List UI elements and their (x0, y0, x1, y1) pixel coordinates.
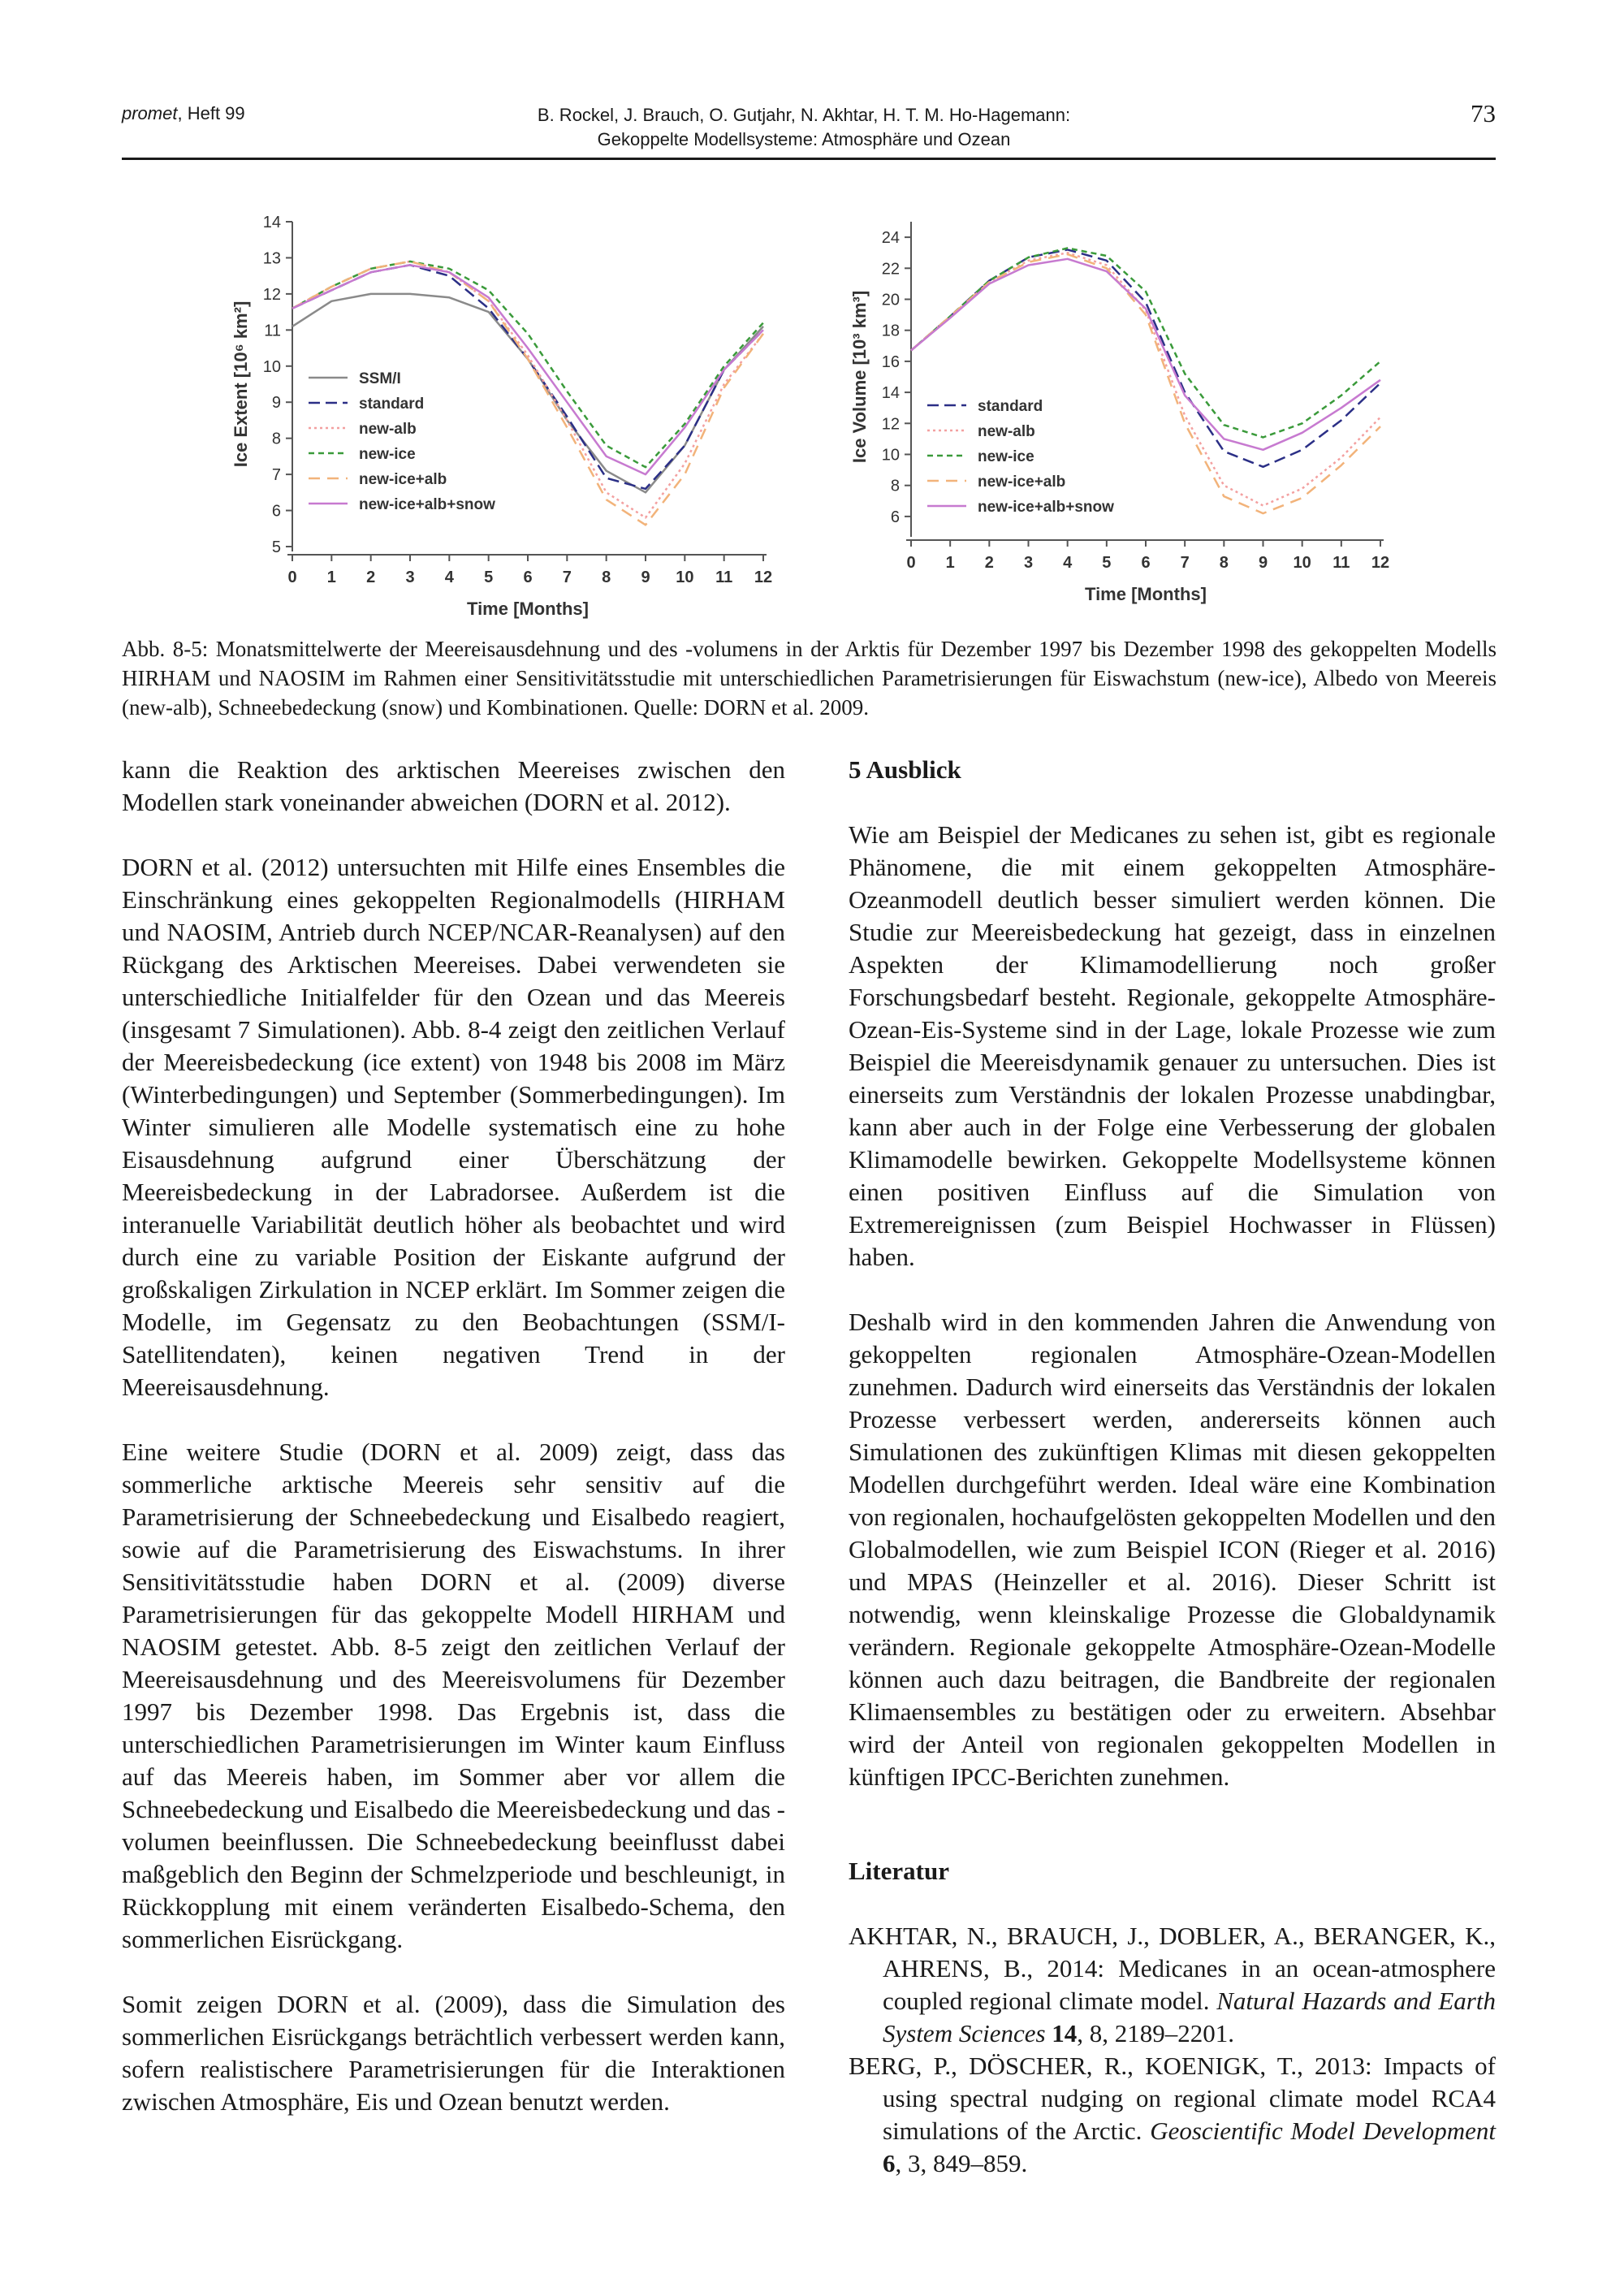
y-tick-label: 7 (271, 466, 281, 485)
reference-akhtar (849, 1920, 1496, 2050)
x-tick-label: 10 (1293, 554, 1311, 572)
y-tick-label: 10 (262, 357, 281, 376)
legend-label: SSM/I (359, 370, 401, 387)
legend-label: new-ice (359, 446, 416, 463)
paragraph-gap (122, 819, 785, 851)
legend-label: standard (978, 398, 1043, 415)
y-tick-label: 24 (881, 229, 900, 248)
y-tick-label: 6 (271, 502, 281, 521)
y-tick-label: 18 (881, 322, 900, 340)
x-tick-label: 2 (366, 569, 376, 586)
reference-berg (849, 2050, 1496, 2180)
paragraph-gap (849, 1273, 1496, 1306)
x-tick-label: 7 (562, 569, 572, 586)
y-tick-label: 13 (262, 249, 281, 268)
legend-label: new-ice+alb+snow (978, 499, 1114, 516)
legend-label: new-alb (359, 421, 417, 438)
figure-caption: Abb. 8-5: Monatsmittelwerte der Meereisausdehnung und des -volumens in der Arktis für Dezember 1997 bis Dezember 1998 des gekoppelten Modells HIRHAM und NAOSIM im Rahmen einer Sensitivitätsstudie mit unterschiedlichen Parametrisierungen für Eiswachstum (new-ice), Albedo von Meereis (new-alb), Schneebedeckung (snow) und Kombinationen. Quelle: DORN et al. 2009. (122, 637, 1497, 720)
right-paragraph-2: Deshalb wird in den kommenden Jahren die Anwendung von gekoppelten regionalen Atmosphäre-Ozean-Modellen zunehmen. Dadurch wird einerseits das Verständnis der lokalen Prozesse verbessert werden, andererseits können auch Simulationen des zukünftigen Klimas mit diesen gekoppelten Modellen durchgeführt werden. Ideal wäre eine Kombination von regionalen, hochaufgelösten gekoppelten Modellen und den Globalmodellen, wie zum Beispiel ICON (Rieger et al. 2016) und MPAS (Heinzeller et al. 2016). Dieser Schritt ist notwendig, wenn kleinskalige Prozesse die Globaldynamik verändern. Regionale gekoppelte Atmosphäre-Ozean-Modelle können auch dazu beitragen, die Bandbreite der regionalen Klimaensembles zu bestätigen oder zu erweitern. Absehbar wird der Anteil von regionalen gekoppelten Modellen in künftigen IPCC-Berichten zunehmen. (849, 1308, 1496, 1791)
right-column (849, 754, 1496, 2180)
reference-journal: Geoscientific Model Development (1150, 2117, 1496, 2145)
page-number: 73 (1471, 99, 1496, 128)
y-tick-label: 6 (890, 508, 900, 526)
x-tick-label: 0 (287, 569, 297, 586)
y-axis-label: Ice Volume [10³ km³] (849, 290, 870, 464)
right-paragraph-1: Wie am Beispiel der Medicanes zu sehen ist, gibt es regionale Phänomene, die mit einem gekoppelten Atmosphäre-Ozeanmodell deutlich besser simuliert werden können. Die Studie zur Meereisbedeckung hat gezeigt, dass in einzelnen Aspekten der Klimamodellierung noch großer Forschungsbedarf besteht. Regionale, gekoppelte Atmosphäre-Ozean-Eis-Systeme sind in der Lage, lokale Prozesse wie zum Beispiel die Meereisdynamik genauer zu untersuchen. Dies ist einerseits zum Verständnis der lokalen Prozesse unabdingbar, kann aber auch in der Folge eine Verbesserung der globalen Klimamodelle bewirken. Gekoppelte Modellsysteme können einen positiven Einfluss auf die Simulation von Extremereignissen (zum Beispiel Hochwasser in Flüssen) haben. (849, 820, 1496, 1271)
x-tick-label: 11 (1332, 554, 1350, 572)
y-tick-label: 10 (881, 446, 900, 465)
y-tick-label: 12 (881, 415, 900, 434)
y-tick-label: 16 (881, 352, 900, 371)
running-header (487, 103, 1121, 152)
journal-name (122, 103, 245, 124)
y-tick-label: 12 (262, 285, 281, 304)
x-tick-label: 6 (523, 569, 533, 586)
x-tick-label: 12 (754, 569, 773, 586)
legend-label: standard (359, 396, 425, 413)
x-axis-label: Time [Months] (467, 599, 589, 619)
y-tick-label: 14 (262, 214, 281, 231)
left-paragraph-1: kann die Reaktion des arktischen Meereises zwischen den Modellen stark voneinander abweichen (DORN et al. 2012). (122, 755, 785, 816)
x-tick-label: 4 (444, 569, 454, 586)
x-tick-label: 11 (715, 569, 733, 586)
paragraph-gap (122, 1956, 785, 1988)
legend-label: new-ice+alb (359, 471, 447, 488)
reference-pages: , 3, 849–859. (895, 2149, 1028, 2177)
reference-pages: , 8, 2189–2201. (1077, 2019, 1235, 2047)
left-paragraph-3: Eine weitere Studie (DORN et al. 2009) zeigt, dass das sommerliche arktische Meereis sehr sensitiv auf die Parametrisierung der Schneebedeckung und Eisalbedo reagiert, sowie auf die Parametrisierung des Eiswachstums. In ihrer Sensitivitätsstudie haben DORN et al. (2009) diverse Parametrisierungen für das gekoppelte Modell HIRHAM und NAOSIM getestet. Abb. 8-5 zeigt den zeitlichen Verlauf der Meereisausdehnung und des Meereisvolumens für Dezember 1997 bis Dezember 1998. Das Ergebnis ist, dass die unterschiedlichen Parametrisierungen im Winter kaum Einfluss auf das Meereis haben, im Sommer aber vor allem die Schneebedeckung und Eisalbedo die Meereisbedeckung und das -volumen beeinflussen. Die Schneebedeckung beeinflusst dabei maßgeblich den Beginn der Schmelzperiode und beschleunigt, in Rückkopplung mit einem veränderten Eisalbedo-Schema, den sommerlichen Eisrückgang. (122, 1438, 785, 1953)
legend-label: new-ice (978, 448, 1034, 465)
ice-extent-chart (227, 207, 788, 621)
x-tick-label: 2 (984, 554, 994, 572)
reference-volume: 14 (1052, 2019, 1078, 2047)
x-tick-label: 3 (1023, 554, 1034, 572)
x-tick-label: 10 (676, 569, 694, 586)
x-tick-label: 9 (641, 569, 650, 586)
x-tick-label: 1 (326, 569, 336, 586)
legend-label: new-ice+alb (978, 473, 1066, 491)
x-tick-label: 0 (906, 554, 916, 572)
left-paragraph-4: Somit zeigen DORN et al. (2009), dass die Simulation des sommerlichen Eisrückgangs beträchtlich verbessert werden kann, sofern realistischere Parametrisierungen für die Interaktionen zwischen Atmosphäre, Eis und Ozean benutzt werden. (122, 1990, 785, 2116)
x-tick-label: 5 (484, 569, 494, 586)
y-tick-label: 14 (881, 384, 900, 403)
journal-name-italic: promet (122, 103, 178, 123)
ice-volume-chart (836, 207, 1405, 621)
legend-label: new-alb (978, 423, 1035, 440)
x-tick-label: 1 (945, 554, 955, 572)
x-axis-label: Time [Months] (1085, 584, 1207, 604)
reference-authors: BERG, P., DÖSCHER, R., KOENIGK, T., 2013: Impacts of using spectral nudging on regional climate model RCA4 simulations of the Arctic. (849, 2052, 1496, 2145)
x-tick-label: 8 (602, 569, 611, 586)
y-tick-label: 20 (881, 291, 900, 309)
y-axis-label: Ice Extent [10⁶ km²] (231, 301, 251, 468)
legend-label: new-ice+alb+snow (359, 496, 495, 513)
x-tick-label: 3 (405, 569, 415, 586)
x-tick-label: 8 (1219, 554, 1229, 572)
paragraph-gap (122, 1403, 785, 1436)
reference-volume: 6 (883, 2149, 896, 2177)
journal-issue: , Heft 99 (177, 103, 245, 123)
x-tick-label: 4 (1063, 554, 1073, 572)
y-tick-label: 8 (271, 430, 281, 448)
section-heading: 5 Ausblick (849, 755, 961, 784)
x-tick-label: 12 (1371, 554, 1390, 572)
y-tick-label: 8 (890, 477, 900, 495)
y-tick-label: 11 (264, 322, 281, 340)
y-tick-label: 22 (881, 260, 900, 279)
x-tick-label: 6 (1141, 554, 1151, 572)
x-tick-label: 5 (1102, 554, 1112, 572)
left-column (122, 754, 785, 2118)
reference-authors: AKHTAR, N., BRAUCH, J., DOBLER, A., BERANGER, K., AHRENS, B., 2014: Medicanes in an ocean-atmosphere coupled regional climate model. (849, 1922, 1496, 2015)
header-authors: B. Rockel, J. Brauch, O. Gutjahr, N. Akhtar, H. T. M. Ho-Hagemann: (537, 105, 1071, 125)
header-title: Gekoppelte Modellsysteme: Atmosphäre und Ozean (597, 129, 1011, 149)
y-tick-label: 9 (271, 394, 281, 413)
x-tick-label: 7 (1180, 554, 1190, 572)
literature-heading: Literatur (849, 1857, 949, 1885)
reference-journal: Natural Hazards and Earth System Sciences (883, 1987, 1496, 2047)
header-rule (122, 158, 1496, 160)
left-paragraph-2: DORN et al. (2012) untersuchten mit Hilfe eines Ensembles die Einschränkung eines gekoppelten Regionalmodells (HIRHAM und NAOSIM, Antrieb durch NCEP/NCAR-Reanalysen) auf den Rückgang des Arktischen Meereises. Dabei verwendeten sie unterschiedliche Initialfelder für den Ozean und das Meereis (insgesamt 7 Simulationen). Abb. 8-4 zeigt den zeitlichen Verlauf der Meereisbedeckung (ice extent) von 1948 bis 2008 im März (Winterbedingungen) und September (Sommerbedingungen). Im Winter simulieren alle Modelle systematisch eine zu hohe Eisausdehnung aufgrund einer Überschätzung der Meereisbedeckung in der Labradorsee. Außerdem ist die interanuelle Variabilität deutlich höher als beobachtet und wird durch eine zu variable Position der Eiskante aufgrund der großskaligen Zirkulation in NCEP erklärt. Im Sommer zeigen die Modelle, im Gegensatz zu den Beobachtungen (SSM/I-Satellitendaten), keinen negativen Trend in der Meereisausdehnung. (122, 853, 785, 1401)
y-tick-label: 5 (271, 538, 281, 556)
paragraph-gap (849, 1793, 1496, 1855)
x-tick-label: 9 (1258, 554, 1268, 572)
